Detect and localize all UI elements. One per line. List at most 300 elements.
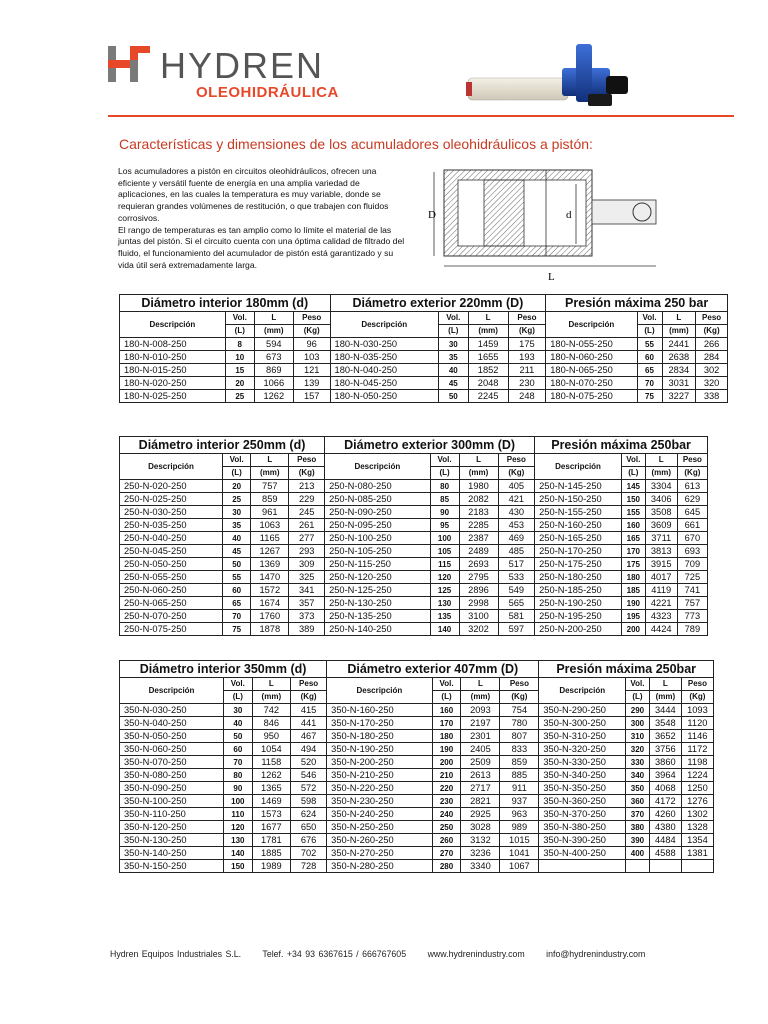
cell-volume: 20 [223, 480, 251, 493]
intro-paragraph-1: Los acumuladores a pistón en circuitos oleohidráulicos, ofrecen una eficiente y versátil fuente de energía en una amplia variedad de aplicaciones, en las cuales la temperatura es muy variable, donde se requieran grandes volúmenes de restitución, o que trabajen con fluidos corrosivos. [118, 166, 389, 223]
col-header-vol: Vol. [430, 454, 459, 467]
table-row [120, 390, 728, 403]
cell-length: 3406 [645, 493, 677, 506]
cell-length: 2613 [461, 769, 500, 782]
col-header-peso: Peso [500, 678, 539, 691]
cell-description: 180-N-055-250 [546, 338, 637, 351]
cell-volume: 145 [621, 480, 645, 493]
cell-volume: 25 [223, 493, 251, 506]
col-header-vol-unit: (L) [621, 467, 645, 480]
cell-weight: 1041 [500, 847, 539, 860]
cell-length: 742 [252, 704, 290, 717]
cell-volume: 120 [224, 821, 253, 834]
cell-weight: 937 [500, 795, 539, 808]
cell-length: 4221 [645, 597, 677, 610]
cell-length: 2285 [459, 519, 498, 532]
cell-weight: 572 [291, 782, 327, 795]
cell-weight: 598 [291, 795, 327, 808]
col-header-desc: Descripción [120, 678, 224, 704]
cell-length: 1781 [252, 834, 290, 847]
col-header-vol-unit: (L) [225, 325, 254, 338]
cell-volume: 350 [626, 782, 650, 795]
col-header-desc: Descripción [539, 678, 626, 704]
cell-length: 1470 [251, 571, 289, 584]
cell-volume: 60 [223, 584, 251, 597]
cell-length: 1655 [468, 351, 508, 364]
table-row [120, 860, 714, 873]
cell-description: 350-N-200-250 [327, 756, 432, 769]
cell-description: 250-N-190-250 [535, 597, 622, 610]
cell-volume: 40 [224, 717, 253, 730]
cell-weight: 1250 [681, 782, 713, 795]
cell-description: 350-N-360-250 [539, 795, 626, 808]
col-header-l: L [468, 312, 508, 325]
cell-weight: 1302 [681, 808, 713, 821]
cell-weight: 565 [498, 597, 535, 610]
cell-length: 4424 [645, 623, 677, 636]
cell-description: 250-N-075-250 [120, 623, 223, 636]
cell-volume: 155 [621, 506, 645, 519]
accumulator-photo [466, 40, 636, 110]
col-header-vol-unit: (L) [637, 325, 662, 338]
cell-description: 250-N-065-250 [120, 597, 223, 610]
cell-length: 2998 [459, 597, 498, 610]
cell-volume: 75 [637, 390, 662, 403]
cell-description: 180-N-050-250 [330, 390, 438, 403]
cell-weight: 728 [291, 860, 327, 873]
cell-length: 4172 [649, 795, 681, 808]
cell-weight: 293 [289, 545, 325, 558]
cell-volume: 135 [430, 610, 459, 623]
cell-description: 350-N-150-250 [120, 860, 224, 873]
cell-weight: 1146 [681, 730, 713, 743]
cell-description: 350-N-030-250 [120, 704, 224, 717]
cell-length: 2834 [662, 364, 696, 377]
cell-length: 2509 [461, 756, 500, 769]
col-header-desc: Descripción [327, 678, 432, 704]
cell-length: 869 [254, 364, 293, 377]
cell-description: 350-N-090-250 [120, 782, 224, 795]
cell-volume: 50 [223, 558, 251, 571]
table-row [120, 756, 714, 769]
cell-length: 2693 [459, 558, 498, 571]
cell-length: 4068 [649, 782, 681, 795]
cell-weight: 1276 [681, 795, 713, 808]
cell-weight: 911 [500, 782, 539, 795]
col-header-l: L [252, 678, 290, 691]
cell-volume: 220 [432, 782, 461, 795]
cell-description: 250-N-050-250 [120, 558, 223, 571]
cell-weight: 467 [291, 730, 327, 743]
cell-volume: 170 [621, 545, 645, 558]
brand-name: HYDREN [160, 45, 325, 86]
cell-description: 180-N-070-250 [546, 377, 637, 390]
table-row [120, 743, 714, 756]
cell-description: 250-N-175-250 [535, 558, 622, 571]
col-header-peso: Peso [681, 678, 713, 691]
cell-length: 4588 [649, 847, 681, 860]
cell-description: 180-N-020-250 [120, 377, 226, 390]
cell-description: 250-N-035-250 [120, 519, 223, 532]
cell-weight: 469 [498, 532, 535, 545]
cell-volume: 150 [621, 493, 645, 506]
cell-length: 3340 [461, 860, 500, 873]
col-header-l-unit: (mm) [649, 691, 681, 704]
cell-volume: 195 [621, 610, 645, 623]
cell-weight: 441 [291, 717, 327, 730]
cell-weight: 213 [289, 480, 325, 493]
cell-description: 250-N-045-250 [120, 545, 223, 558]
cell-volume: 70 [224, 756, 253, 769]
cell-volume: 105 [430, 545, 459, 558]
spec-table-250 [119, 436, 708, 636]
cell-weight: 284 [696, 351, 728, 364]
group-title: Diámetro exterior 300mm (D) [325, 437, 535, 454]
cell-description: 350-N-370-250 [539, 808, 626, 821]
table-row [120, 834, 714, 847]
spec-table-350 [119, 660, 714, 873]
cell-volume: 40 [223, 532, 251, 545]
cell-description: 250-N-150-250 [535, 493, 622, 506]
cell-length: 2638 [662, 351, 696, 364]
table-row [120, 480, 708, 493]
cell-description: 180-N-060-250 [546, 351, 637, 364]
cell-description: 180-N-030-250 [330, 338, 438, 351]
cell-description: 350-N-060-250 [120, 743, 224, 756]
cell-weight: 676 [291, 834, 327, 847]
cell-length: 2925 [461, 808, 500, 821]
cell-volume: 70 [223, 610, 251, 623]
cell-weight: 266 [696, 338, 728, 351]
cell-description: 250-N-185-250 [535, 584, 622, 597]
cell-length: 2082 [459, 493, 498, 506]
cell-volume: 230 [432, 795, 461, 808]
col-header-vol-unit: (L) [223, 467, 251, 480]
cell-weight: 833 [500, 743, 539, 756]
cell-description: 250-N-180-250 [535, 571, 622, 584]
cell-description: 250-N-130-250 [325, 597, 431, 610]
cell-volume: 160 [432, 704, 461, 717]
cell-volume: 80 [430, 480, 459, 493]
cell-weight: 373 [289, 610, 325, 623]
cell-weight: 245 [289, 506, 325, 519]
cell-length: 4323 [645, 610, 677, 623]
cell-description: 180-N-040-250 [330, 364, 438, 377]
cell-volume: 140 [224, 847, 253, 860]
cell-weight: 517 [498, 558, 535, 571]
col-header-l: L [459, 454, 498, 467]
cell-volume: 65 [223, 597, 251, 610]
cell-weight: 309 [289, 558, 325, 571]
cell-volume: 180 [621, 571, 645, 584]
col-header-vol: Vol. [223, 454, 251, 467]
col-header-peso-unit: (Kg) [696, 325, 728, 338]
cell-volume: 380 [626, 821, 650, 834]
cell-volume: 200 [432, 756, 461, 769]
cell-weight: 650 [291, 821, 327, 834]
col-header-vol-unit: (L) [626, 691, 650, 704]
cell-description: 250-N-195-250 [535, 610, 622, 623]
cell-description: 350-N-100-250 [120, 795, 224, 808]
cell-weight: 1328 [681, 821, 713, 834]
cell-weight: 741 [677, 584, 707, 597]
group-header-row [120, 437, 708, 454]
col-header-peso-unit: (Kg) [508, 325, 546, 338]
col-header-vol-unit: (L) [432, 691, 461, 704]
cell-description: 350-N-310-250 [539, 730, 626, 743]
footer-web[interactable]: www.hydrenindustry.com [427, 949, 525, 959]
cell-length: 859 [251, 493, 289, 506]
cell-description: 350-N-270-250 [327, 847, 432, 860]
group-title: Presión máxima 250bar [535, 437, 708, 454]
col-header-peso: Peso [291, 678, 327, 691]
cell-length: 3444 [649, 704, 681, 717]
col-header-peso: Peso [498, 454, 535, 467]
col-header-l-unit: (mm) [251, 467, 289, 480]
cell-length: 3652 [649, 730, 681, 743]
cell-length: 4017 [645, 571, 677, 584]
group-title: Diámetro interior 180mm (d) [120, 295, 331, 312]
cell-volume: 85 [430, 493, 459, 506]
cell-volume: 200 [621, 623, 645, 636]
cell-volume: 50 [224, 730, 253, 743]
cell-volume: 310 [626, 730, 650, 743]
cell-volume: 80 [224, 769, 253, 782]
table-row [120, 597, 708, 610]
col-header-peso: Peso [677, 454, 707, 467]
section-title: Características y dimensiones de los acumuladores oleohidráulicos a pistón: [119, 136, 593, 152]
cell-length: 3202 [459, 623, 498, 636]
cell-description: 250-N-120-250 [325, 571, 431, 584]
cell-length: 594 [254, 338, 293, 351]
cell-volume: 30 [224, 704, 253, 717]
table-row [120, 821, 714, 834]
cell-length: 3860 [649, 756, 681, 769]
cell-description: 350-N-130-250 [120, 834, 224, 847]
cell-volume: 20 [225, 377, 254, 390]
cell-description: 250-N-020-250 [120, 480, 223, 493]
cell-length: 1369 [251, 558, 289, 571]
group-title: Presión máxima 250bar [539, 661, 714, 678]
drawing-label-d-inner: d [566, 209, 572, 221]
cell-weight: 989 [500, 821, 539, 834]
cell-description: 350-N-040-250 [120, 717, 224, 730]
col-header-l: L [662, 312, 696, 325]
cell-length: 1158 [252, 756, 290, 769]
cell-weight: 430 [498, 506, 535, 519]
cell-description: 350-N-050-250 [120, 730, 224, 743]
footer-company: Hydren Equipos Industriales S.L. [110, 949, 242, 959]
cell-volume: 290 [626, 704, 650, 717]
cell-volume: 55 [223, 571, 251, 584]
cell-description: 350-N-140-250 [120, 847, 224, 860]
cell-volume: 30 [438, 338, 468, 351]
cell-length: 961 [251, 506, 289, 519]
cell-volume: 170 [432, 717, 461, 730]
cell-weight: 709 [677, 558, 707, 571]
cell-description: 350-N-210-250 [327, 769, 432, 782]
cell-volume: 125 [430, 584, 459, 597]
cell-weight: 103 [293, 351, 330, 364]
cell-length: 3031 [662, 377, 696, 390]
cell-weight: 624 [291, 808, 327, 821]
cell-length: 673 [254, 351, 293, 364]
intro-text [118, 166, 410, 271]
cell-length: 1852 [468, 364, 508, 377]
cell-volume: 10 [225, 351, 254, 364]
col-header-l-unit: (mm) [252, 691, 290, 704]
cell-length: 2183 [459, 506, 498, 519]
cell-weight: 1067 [500, 860, 539, 873]
cell-length: 1267 [251, 545, 289, 558]
table-row [120, 558, 708, 571]
cell-description: 250-N-060-250 [120, 584, 223, 597]
cell-weight: 773 [677, 610, 707, 623]
cell-weight: 613 [677, 480, 707, 493]
cell-length: 3813 [645, 545, 677, 558]
cell-weight: 757 [677, 597, 707, 610]
cell-weight: 549 [498, 584, 535, 597]
cell-volume: 340 [626, 769, 650, 782]
table-row [120, 338, 728, 351]
cell-length: 4380 [649, 821, 681, 834]
cell-length: 3132 [461, 834, 500, 847]
cell-weight: 453 [498, 519, 535, 532]
cell-length: 1677 [252, 821, 290, 834]
cell-volume: 35 [438, 351, 468, 364]
cell-weight: 320 [696, 377, 728, 390]
cell-volume: 160 [621, 519, 645, 532]
cell-volume: 8 [225, 338, 254, 351]
cell-weight: 485 [498, 545, 535, 558]
cell-length: 846 [252, 717, 290, 730]
cell-description: 250-N-155-250 [535, 506, 622, 519]
cell-length: 2048 [468, 377, 508, 390]
cell-volume: 370 [626, 808, 650, 821]
group-title: Diámetro interior 250mm (d) [120, 437, 325, 454]
cell-volume: 25 [225, 390, 254, 403]
cell-description: 250-N-025-250 [120, 493, 223, 506]
cell-description: 250-N-105-250 [325, 545, 431, 558]
cell-weight: 520 [291, 756, 327, 769]
col-header-l-unit: (mm) [459, 467, 498, 480]
cell-description: 350-N-170-250 [327, 717, 432, 730]
col-header-l-unit: (mm) [254, 325, 293, 338]
cell-description: 350-N-110-250 [120, 808, 224, 821]
cell-description: 180-N-010-250 [120, 351, 226, 364]
table-row [120, 782, 714, 795]
col-header-vol: Vol. [432, 678, 461, 691]
col-header-peso-unit: (Kg) [500, 691, 539, 704]
cell-weight: 693 [677, 545, 707, 558]
cell-volume: 50 [438, 390, 468, 403]
cell-volume: 60 [224, 743, 253, 756]
cell-weight: 261 [289, 519, 325, 532]
table-row [120, 506, 708, 519]
cell-length: 3609 [645, 519, 677, 532]
cell-description: 250-N-125-250 [325, 584, 431, 597]
cell-length: 2405 [461, 743, 500, 756]
cell-weight: 229 [289, 493, 325, 506]
group-header-row [120, 661, 714, 678]
cell-description: 350-N-240-250 [327, 808, 432, 821]
cell-volume: 45 [438, 377, 468, 390]
footer-email[interactable]: info@hydrenindustry.com [546, 949, 646, 959]
cell-volume: 270 [432, 847, 461, 860]
col-header-peso-unit: (Kg) [293, 325, 330, 338]
cell-volume: 330 [626, 756, 650, 769]
cell-volume: 360 [626, 795, 650, 808]
cell-weight: 629 [677, 493, 707, 506]
cell-weight: 645 [677, 506, 707, 519]
cell-volume: 260 [432, 834, 461, 847]
cell-volume: 250 [432, 821, 461, 834]
cell-weight: 338 [696, 390, 728, 403]
drawing-label-l: L [548, 271, 555, 283]
cell-length: 4260 [649, 808, 681, 821]
column-header-row [120, 312, 728, 325]
col-header-l: L [645, 454, 677, 467]
cell-volume: 60 [637, 351, 662, 364]
cell-volume: 35 [223, 519, 251, 532]
cell-description: 180-N-025-250 [120, 390, 226, 403]
cell-description: 350-N-260-250 [327, 834, 432, 847]
col-header-l-unit: (mm) [468, 325, 508, 338]
col-header-l: L [649, 678, 681, 691]
cell-length: 3100 [459, 610, 498, 623]
col-header-peso-unit: (Kg) [677, 467, 707, 480]
col-header-vol-unit: (L) [430, 467, 459, 480]
cell-description: 250-N-135-250 [325, 610, 431, 623]
cell-weight: 421 [498, 493, 535, 506]
cell-volume: 15 [225, 364, 254, 377]
cell-volume: 140 [430, 623, 459, 636]
col-header-peso: Peso [508, 312, 546, 325]
header-divider [108, 115, 734, 117]
cell-length: 2896 [459, 584, 498, 597]
cell-length: 1262 [254, 390, 293, 403]
cell-length: 1165 [251, 532, 289, 545]
cell-description: 350-N-400-250 [539, 847, 626, 860]
cell-length: 1469 [252, 795, 290, 808]
cell-description: 350-N-180-250 [327, 730, 432, 743]
group-title: Diámetro exterior 407mm (D) [327, 661, 539, 678]
cell-length: 1885 [252, 847, 290, 860]
table-row [120, 571, 708, 584]
cell-description: 350-N-290-250 [539, 704, 626, 717]
cell-length: 1365 [252, 782, 290, 795]
group-title: Presión máxima 250 bar [546, 295, 728, 312]
cell-weight: 661 [677, 519, 707, 532]
col-header-desc: Descripción [325, 454, 431, 480]
cell-weight: 325 [289, 571, 325, 584]
cell-weight: 1381 [681, 847, 713, 860]
cell-volume: 130 [224, 834, 253, 847]
col-header-l-unit: (mm) [662, 325, 696, 338]
cell-description: 250-N-165-250 [535, 532, 622, 545]
cell-weight: 725 [677, 571, 707, 584]
cell-volume: 190 [621, 597, 645, 610]
col-header-desc: Descripción [330, 312, 438, 338]
cell-volume: 70 [637, 377, 662, 390]
cell-length: 1760 [251, 610, 289, 623]
cell-length: 1573 [252, 808, 290, 821]
cell-description: 350-N-070-250 [120, 756, 224, 769]
cell-length: 3756 [649, 743, 681, 756]
cell-weight: 670 [677, 532, 707, 545]
col-header-peso-unit: (Kg) [498, 467, 535, 480]
cell-length: 3964 [649, 769, 681, 782]
